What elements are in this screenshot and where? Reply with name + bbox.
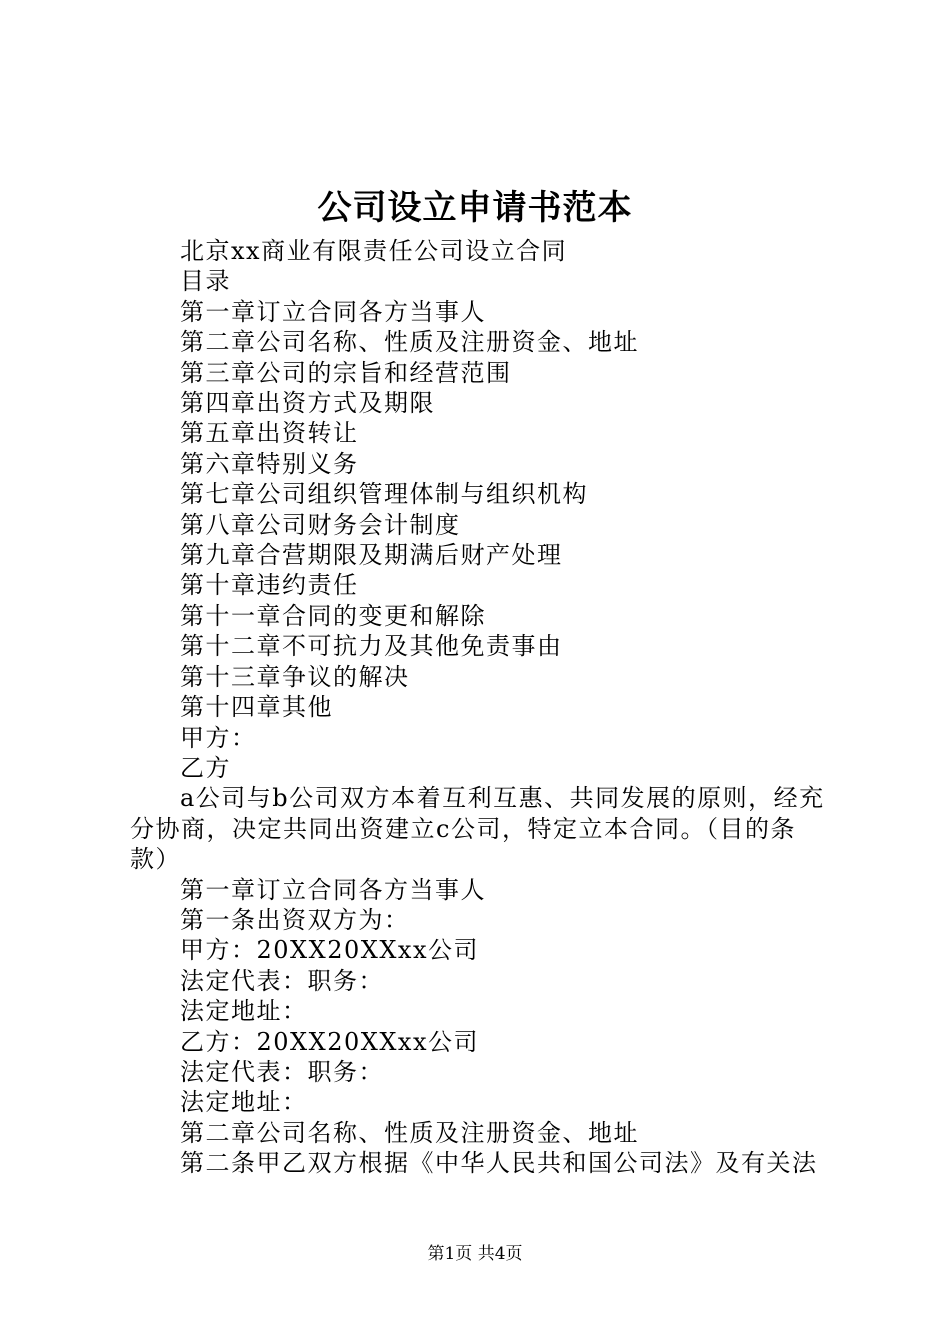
representative-line: 法定代表：职务： bbox=[180, 966, 384, 995]
toc-item: 第十二章不可抗力及其他免责事由 bbox=[180, 632, 563, 661]
address-line: 法定地址： bbox=[180, 997, 308, 1026]
toc-item: 第六章特别义务 bbox=[180, 449, 359, 478]
document-title: 公司设立申请书范本 bbox=[317, 188, 633, 228]
toc-item: 第十一章合同的变更和解除 bbox=[180, 601, 486, 630]
party-b-line: 乙方：20XX20XXxx公司 bbox=[180, 1027, 479, 1056]
document-body bbox=[130, 236, 830, 1179]
chapter-heading: 第二章公司名称、性质及注册资金、地址 bbox=[180, 1118, 639, 1147]
toc-item: 第三章公司的宗旨和经营范围 bbox=[180, 358, 512, 387]
text-line: 北京xx商业有限责任公司设立合同 bbox=[180, 237, 568, 265]
toc-item: 第八章公司财务会计制度 bbox=[180, 510, 461, 539]
paragraph-line: 分协商，决定共同出资建立c公司，特定立本合同。（目的条 bbox=[130, 814, 796, 843]
toc-item: 第七章公司组织管理体制与组织机构 bbox=[180, 480, 588, 509]
text-line: 目录 bbox=[180, 267, 231, 296]
paragraph-line: a公司与b公司双方本着互利互惠、共同发展的原则，经充 bbox=[180, 784, 825, 813]
toc-item: 第一章订立合同各方当事人 bbox=[180, 297, 486, 326]
toc-item: 第十三章争议的解决 bbox=[180, 662, 410, 691]
representative-line: 法定代表：职务： bbox=[180, 1057, 384, 1086]
toc-item: 第四章出资方式及期限 bbox=[180, 389, 435, 418]
toc-item: 第九章合营期限及期满后财产处理 bbox=[180, 541, 563, 570]
page-footer: 第1页 共4页 bbox=[427, 1244, 523, 1264]
paragraph-line: 款） bbox=[130, 845, 181, 874]
toc-item: 第十四章其他 bbox=[180, 693, 333, 722]
party-label: 乙方 bbox=[180, 753, 231, 782]
party-label: 甲方： bbox=[180, 723, 257, 752]
article-line: 第一条出资双方为： bbox=[180, 905, 410, 934]
toc-item: 第五章出资转让 bbox=[180, 419, 359, 448]
purpose-paragraph bbox=[130, 783, 830, 874]
toc-item: 第十章违约责任 bbox=[180, 571, 359, 600]
article-line: 第二条甲乙双方根据《中华人民共和国公司法》及有关法 bbox=[180, 1149, 818, 1178]
chapter-heading: 第一章订立合同各方当事人 bbox=[180, 875, 486, 904]
address-line: 法定地址： bbox=[180, 1088, 308, 1117]
party-a-line: 甲方：20XX20XXxx公司 bbox=[180, 936, 479, 965]
toc-item: 第二章公司名称、性质及注册资金、地址 bbox=[180, 328, 639, 357]
